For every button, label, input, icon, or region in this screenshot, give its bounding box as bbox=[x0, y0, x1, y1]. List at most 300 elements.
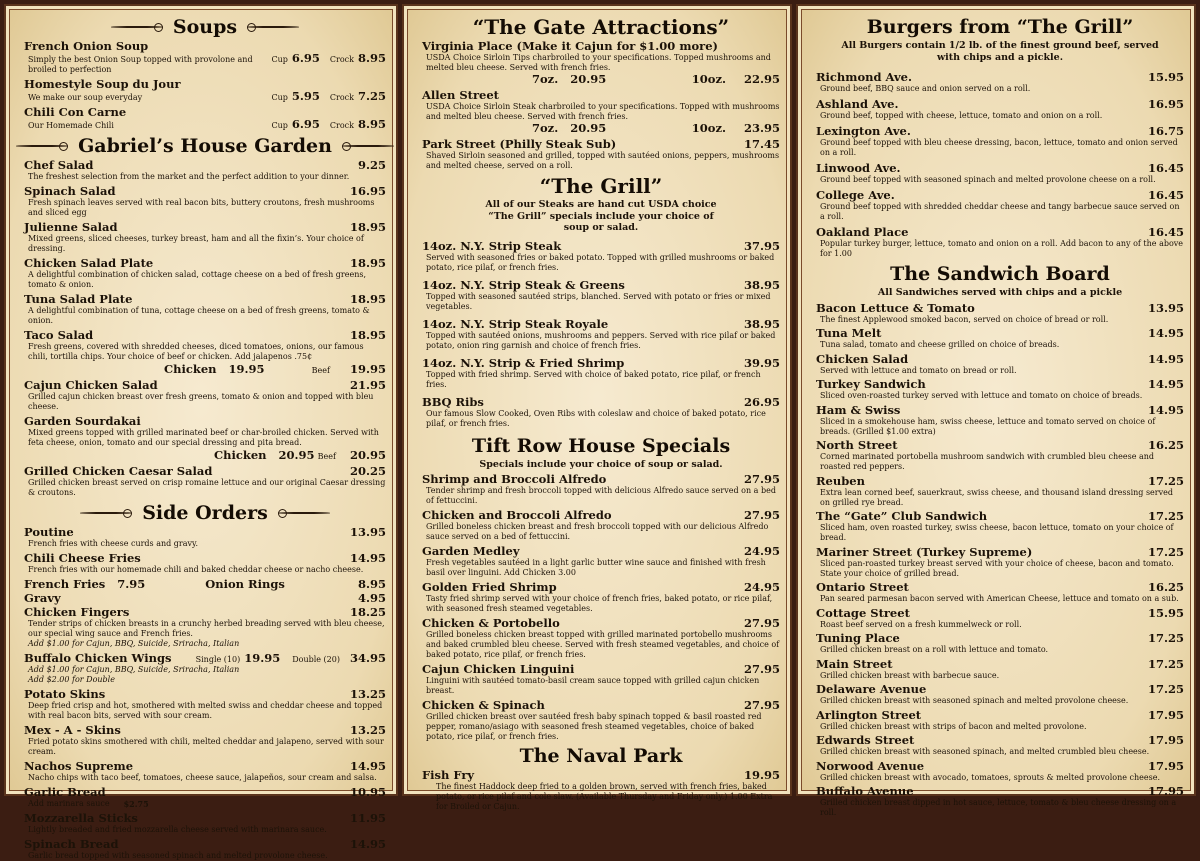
item-row bbox=[422, 357, 780, 370]
item-price: 17.25 bbox=[1147, 682, 1184, 696]
item-description: Fresh vegetables sautéed in a light garlic butter wine sauce and finished with fresh basil over linguini. Add Chicken 3.00 bbox=[426, 558, 766, 577]
item-description: French fries with cheese curds and gravy. bbox=[28, 539, 199, 548]
item-name: Grilled Chicken Caesar Salad bbox=[24, 464, 213, 478]
item-price: 16.95 bbox=[349, 184, 386, 198]
menu-item-chicken-spinach bbox=[422, 699, 780, 742]
item-description: Corned marinated portobella mushroom sandwich with crumbled bleu cheese and roasted red peppers. bbox=[820, 452, 1155, 471]
item-price: 24.95 bbox=[743, 544, 780, 558]
sides-list-3 bbox=[24, 812, 386, 861]
item-description: Garlic bread topped with seasoned spinach and melted provolone cheese. bbox=[28, 851, 328, 860]
item-description: A delightful combination of chicken salad, cottage cheese on a bed of fresh greens, tomato & onion. bbox=[28, 270, 367, 289]
section-title-sandwich-board: The Sandwich Board bbox=[890, 263, 1110, 285]
menu-item-chicken-salad-plate bbox=[24, 257, 386, 290]
item-price: 21.95 bbox=[349, 378, 386, 392]
item-row bbox=[816, 98, 1184, 111]
item-price: 14.95 bbox=[1147, 377, 1184, 391]
menu-item-reuben bbox=[816, 475, 1184, 508]
item-price: 16.25 bbox=[1147, 580, 1184, 594]
item-description: Grilled chicken breast with seasoned spinach and melted provolone cheese. bbox=[820, 696, 1129, 705]
menu-item-chef-salad bbox=[24, 159, 386, 182]
item-row bbox=[816, 607, 1184, 620]
menu-item-golden-fried-shrimp bbox=[422, 581, 780, 614]
item-row bbox=[422, 699, 780, 712]
item-price: 16.45 bbox=[1147, 225, 1184, 239]
item-price: 39.95 bbox=[743, 355, 780, 370]
item-price: 17.95 bbox=[1147, 784, 1184, 798]
menu-item-garden-medley bbox=[422, 545, 780, 578]
item-price: 16.45 bbox=[1147, 161, 1184, 175]
menu-item-chili-cheese-fries bbox=[24, 552, 386, 575]
menu-item-bacon-lettuce-tomato bbox=[816, 302, 1184, 325]
option-label: Cup bbox=[271, 121, 288, 130]
item-description: Roast beef served on a fresh kummelweck or roll. bbox=[820, 619, 1022, 629]
item-name: Chicken & Portobello bbox=[422, 616, 560, 630]
item-description: Ground beef topped with seasoned spinach and melted provolone cheese on a roll. bbox=[820, 175, 1156, 184]
item-price: 14.95 bbox=[1147, 326, 1184, 340]
item-description: We make our soup everyday bbox=[28, 93, 143, 102]
menu-item-ontario-street bbox=[816, 581, 1184, 604]
item-description: French fries with our homemade chili and baked cheddar cheese or nacho cheese. bbox=[28, 565, 364, 574]
item-price: 15.95 bbox=[1147, 70, 1184, 84]
item-price: 27.95 bbox=[743, 472, 780, 486]
item-price: 37.95 bbox=[743, 238, 780, 253]
option-price: 6.95 bbox=[291, 117, 320, 131]
section-subtitle-burgers: All Burgers contain 1/2 lb. of the finest ground beef, served with chips and a pickle. bbox=[841, 40, 1159, 63]
item-row bbox=[422, 617, 780, 630]
menu-item-allen-street: Allen Street USDA Choice Sirloin Steak charbroiled to your specifications. Topped with mushrooms and melted bleu cheese. Served with french fries. 7oz. 20.95 10oz. 23.95 bbox=[422, 88, 780, 135]
item-description: Fresh greens, covered with shredded cheeses, diced tomatoes, onions, our famous chili, tortilla chips. Your choice of beef or chicken. Add jalapenos .75¢ bbox=[28, 342, 364, 361]
item-name: Homestyle Soup du Jour bbox=[24, 77, 181, 91]
item-name: Mariner Street (Turkey Supreme) bbox=[816, 544, 1033, 559]
item-price: 27.95 bbox=[743, 508, 780, 522]
item-row bbox=[816, 71, 1184, 84]
menu-item-chicken-fingers: Chicken Fingers 18.25 Tender strips of chicken breasts in a crunchy herbed breading served with bleu cheese, our special wing sauce and French fries. Add $1.00 for Cajun, BBQ, Suicide, Sriracha, Italian bbox=[24, 605, 386, 648]
item-description: Popular turkey burger, lettuce, tomato and onion on a roll. Add bacon to any of the above for 1.00 bbox=[820, 239, 1184, 258]
option-label: Crock bbox=[329, 55, 354, 64]
item-row bbox=[24, 552, 386, 565]
item-price: 9.25 bbox=[357, 158, 386, 172]
item-price: 14.95 bbox=[349, 759, 386, 773]
item-price: 14.95 bbox=[1147, 351, 1184, 366]
item-row bbox=[816, 658, 1184, 671]
item-name: Lexington Ave. bbox=[816, 124, 911, 138]
section-title-the-grill: “The Grill” bbox=[539, 174, 663, 198]
item-desc-row bbox=[24, 89, 386, 103]
menu-column-middle bbox=[402, 4, 792, 811]
item-price: 13.95 bbox=[349, 525, 386, 539]
menu-item-taco-salad: Taco Salad 18.95 Fresh greens, covered with shredded cheeses, diced tomatoes, onions, our famous chili, tortilla chips. Your choice of beef or chicken. Add jalapenos .75¢ Chicken 19.95 Beef 19.95 bbox=[24, 328, 386, 376]
burgers-list bbox=[816, 71, 1184, 259]
menu-item-ham-swiss bbox=[816, 404, 1184, 437]
item-row bbox=[24, 257, 386, 270]
menu-item-14oz-n-y-strip-fried-shrimp bbox=[422, 357, 780, 390]
item-row bbox=[24, 812, 386, 825]
item-description: Mixed greens, sliced cheeses, turkey breast, ham and all the fixin’s. Your choice of dressing. bbox=[28, 234, 364, 253]
item-row bbox=[422, 545, 780, 558]
item-name: Chicken and Broccoli Alfredo bbox=[422, 508, 612, 522]
item-price: 14.95 bbox=[1147, 402, 1184, 417]
item-name: Shrimp and Broccoli Alfredo bbox=[422, 472, 607, 486]
menu-item-arlington-street bbox=[816, 709, 1184, 732]
menu-item-tuna-melt bbox=[816, 327, 1184, 350]
menu-item-french-onion-soup bbox=[24, 40, 386, 75]
item-name: Spinach Salad bbox=[24, 184, 116, 198]
grill-list bbox=[422, 240, 780, 429]
item-description: The finest Applewood smoked bacon, served on choice of bread or roll. bbox=[820, 314, 1109, 324]
item-row bbox=[422, 318, 780, 331]
item-price: 17.25 bbox=[1147, 509, 1184, 523]
menu-item-the-gate-club-sandwich bbox=[816, 510, 1184, 543]
item-name: Golden Fried Shrimp bbox=[422, 580, 557, 594]
menu-item-poutine bbox=[24, 526, 386, 549]
item-name: Main Street bbox=[816, 656, 893, 671]
section-title-tift-row: Tift Row House Specials bbox=[471, 434, 731, 457]
menu-item-caesar-salad bbox=[24, 465, 386, 498]
item-description: Grilled chicken breast on a roll with lettuce and tomato. bbox=[820, 645, 1049, 654]
item-description: Grilled chicken breast with avocado, tomatoes, sprouts & melted provolone cheese. bbox=[820, 772, 1161, 782]
menu-item-cajun-chicken-linguini bbox=[422, 663, 780, 696]
item-description: Ground beef topped with shredded cheddar cheese and tangy barbecue sauce served on a roll. bbox=[820, 202, 1180, 221]
item-row bbox=[24, 159, 386, 172]
option-price: 7.25 bbox=[357, 89, 386, 103]
item-name: The “Gate” Club Sandwich bbox=[816, 509, 988, 523]
item-options bbox=[261, 51, 386, 65]
item-name: 14oz. N.Y. Strip & Fried Shrimp bbox=[422, 355, 625, 370]
item-name: Ham & Swiss bbox=[816, 402, 901, 417]
item-price: 17.95 bbox=[1147, 733, 1184, 747]
item-desc-row bbox=[24, 117, 386, 131]
menu-item-turkey-sandwich bbox=[816, 378, 1184, 401]
flourish-right-icon bbox=[340, 141, 396, 151]
item-row bbox=[422, 240, 780, 253]
option-price: 8.95 bbox=[357, 51, 386, 65]
menu-item-ashland-ave bbox=[816, 98, 1184, 121]
item-description: Topped with sautéed onions, mushrooms and peppers. Served with rice pilaf or baked potato, onion ring garnish and choice of french fries. bbox=[426, 330, 776, 350]
item-row bbox=[24, 688, 386, 701]
menu-item-fish-fry: Fish Fry 19.95 The finest Haddock deep fried to a golden brown, served with french fries, baked potato, or rice pilaf and cole slaw. (Available Thursday and Friday only.) 1.00 Extra for Broiled or Cajun. bbox=[422, 768, 780, 811]
item-price: 16.45 bbox=[1147, 188, 1184, 202]
item-row bbox=[816, 439, 1184, 452]
item-name: Chili Con Carne bbox=[24, 105, 127, 119]
section-title-sides: Side Orders bbox=[24, 502, 386, 524]
item-price: 38.95 bbox=[743, 277, 780, 292]
item-price: 27.95 bbox=[743, 662, 780, 676]
item-name: BBQ Ribs bbox=[422, 394, 484, 409]
item-row bbox=[816, 734, 1184, 747]
item-name: Chili Cheese Fries bbox=[24, 551, 141, 565]
menu-item-lexington-ave bbox=[816, 125, 1184, 158]
item-name: College Ave. bbox=[816, 188, 895, 202]
option-price: 6.95 bbox=[291, 51, 320, 65]
item-name: Ashland Ave. bbox=[816, 97, 899, 111]
menu-item-virginia-place: Virginia Place (Make it Cajun for $1.00 more) USDA Choice Sirloin Tips charbroiled to your specifications. Topped mushrooms and melted bleu cheese. Served with french fries. 7oz. 20.95 10oz. 22.95 bbox=[422, 39, 780, 86]
item-price: 27.95 bbox=[743, 616, 780, 630]
option-label: Cup bbox=[271, 55, 288, 64]
menu-item-main-street bbox=[816, 658, 1184, 681]
item-price: 17.25 bbox=[1147, 473, 1184, 488]
item-description: Our famous Slow Cooked, Oven Ribs with coleslaw and choice of baked potato, rice pilaf, or french fries. bbox=[426, 408, 766, 428]
option-label: Crock bbox=[329, 93, 354, 102]
item-price: 17.25 bbox=[1147, 631, 1184, 645]
menu-item-14oz-n-y-strip-steak-greens bbox=[422, 279, 780, 312]
menu-item-homestyle-soup-du-jour bbox=[24, 78, 386, 103]
item-price: 18.95 bbox=[349, 220, 386, 234]
menu-item-bbq-ribs bbox=[422, 396, 780, 429]
item-description: Ground beef, BBQ sauce and onion served on a roll. bbox=[820, 84, 1031, 93]
item-row bbox=[816, 378, 1184, 391]
menu-column-right bbox=[796, 4, 1196, 817]
item-description: Served with lettuce and tomato on bread or roll. bbox=[820, 365, 1017, 375]
sandwich-list bbox=[816, 302, 1184, 819]
menu-item-spinach-salad bbox=[24, 185, 386, 218]
item-name: North Street bbox=[816, 438, 898, 452]
item-name: Julienne Salad bbox=[24, 220, 118, 234]
item-name: Delaware Avenue bbox=[816, 682, 927, 696]
item-description: Tasty fried shrimp served with your choice of french fries, baked potato, or rice pilaf, with seasoned fresh steamed vegetables. bbox=[426, 594, 773, 613]
item-price: 20.25 bbox=[349, 464, 386, 478]
item-price: 16.75 bbox=[1147, 124, 1184, 138]
item-options bbox=[261, 117, 386, 131]
menu-item-norwood-avenue bbox=[816, 760, 1184, 783]
item-row bbox=[816, 683, 1184, 696]
item-price: 27.95 bbox=[743, 698, 780, 712]
item-row bbox=[816, 510, 1184, 523]
item-row bbox=[816, 302, 1184, 315]
section-title-gate-attractions: “The Gate Attractions” bbox=[472, 15, 730, 39]
item-name: Chicken Salad bbox=[816, 351, 909, 366]
item-name: Linwood Ave. bbox=[816, 161, 901, 175]
item-description: Ground beef, topped with cheese, lettuce, tomato and onion on a roll. bbox=[820, 111, 1103, 120]
item-name: Nachos Supreme bbox=[24, 759, 134, 773]
item-description: Tuna salad, tomato and cheese grilled on choice of breads. bbox=[820, 340, 1060, 349]
option-label: Crock bbox=[329, 121, 354, 130]
menu-item-garden-sourdakai: Garden Sourdakai Mixed greens topped with grilled marinated beef or char-broiled chicken. Served with feta cheese, onion, tomato and our special dressing and pita bread. Chicken 20.95 Beef 20.95 bbox=[24, 414, 386, 462]
menu-item-chicken-and-broccoli-alfredo bbox=[422, 509, 780, 542]
item-description: Simply the best Onion Soup topped with provolone and broiled to perfection bbox=[28, 55, 253, 74]
menu-item-cajun-chicken-salad bbox=[24, 379, 386, 412]
item-name: Turkey Sandwich bbox=[816, 377, 926, 391]
item-description: Grilled cajun chicken breast over fresh greens, tomato & onion and topped with bleu cheese. bbox=[28, 392, 374, 411]
item-options bbox=[261, 89, 386, 103]
section-subtitle-tift-row: Specials include your choice of soup or salad. bbox=[479, 458, 723, 470]
item-price: 15.95 bbox=[1147, 605, 1184, 620]
option-cup bbox=[271, 117, 319, 131]
item-name: Tuning Place bbox=[816, 631, 900, 645]
item-row bbox=[816, 226, 1184, 239]
item-description: Served with seasoned fries or baked potato. Topped with grilled mushrooms or baked potato, rice pilaf, or french fries. bbox=[426, 252, 775, 272]
item-name: Mozzarella Sticks bbox=[24, 811, 138, 825]
menu-item-julienne-salad bbox=[24, 221, 386, 254]
item-description: Topped with fried shrimp. Served with choice of baked potato, rice pilaf, or french fries. bbox=[426, 369, 761, 389]
item-row bbox=[24, 838, 386, 851]
menu-item-buffalo-avenue bbox=[816, 785, 1184, 818]
item-name: Chef Salad bbox=[24, 158, 94, 172]
menu-item-shrimp-and-broccoli-alfredo bbox=[422, 473, 780, 506]
item-row bbox=[816, 709, 1184, 722]
option-crock bbox=[330, 89, 386, 103]
item-name: 14oz. N.Y. Strip Steak Royale bbox=[422, 316, 609, 331]
flourish-left-icon bbox=[14, 141, 70, 151]
item-description: Ground beef topped with bleu cheese dressing, bacon, lettuce, tomato and onion served on a roll. bbox=[820, 138, 1178, 157]
menu-item-nachos-supreme bbox=[24, 760, 386, 783]
item-description: Lightly breaded and fried mozzarella cheese served with marinara sauce. bbox=[28, 825, 327, 834]
option-cup bbox=[271, 89, 319, 103]
item-price: 17.25 bbox=[1147, 656, 1184, 671]
menu-item-oakland-place bbox=[816, 226, 1184, 259]
item-description: Grilled chicken breast with strips of bacon and melted provolone. bbox=[820, 721, 1087, 731]
item-name: Chicken & Spinach bbox=[422, 698, 545, 712]
option-crock bbox=[330, 51, 386, 65]
item-description: Deep fried crisp and hot, smothered with melted swiss and cheddar cheese and topped with real bacon bits, served with sour cream. bbox=[28, 701, 383, 720]
item-price: 38.95 bbox=[743, 316, 780, 331]
menu-item-tuna-salad-plate bbox=[24, 293, 386, 326]
section-subtitle-grill: All of our Steaks are hand cut USDA choice “The Grill” specials include your choice of soup or salad. bbox=[485, 199, 717, 233]
item-name: Oakland Place bbox=[816, 225, 909, 239]
item-row bbox=[24, 221, 386, 234]
item-name: Reuben bbox=[816, 473, 865, 488]
item-price: 18.95 bbox=[349, 292, 386, 306]
section-title-soups: Soups bbox=[24, 16, 386, 38]
section-title-naval-park: The Naval Park bbox=[519, 745, 683, 767]
option-price: 8.95 bbox=[357, 117, 386, 131]
soups-list bbox=[24, 40, 386, 131]
item-description: Grilled chicken breast served on crisp romaine lettuce and our original Caesar dressing & croutons. bbox=[28, 478, 386, 497]
item-description: Tender shrimp and fresh broccoli topped with delicious Alfredo sauce served on a bed of fettuccini. bbox=[426, 486, 776, 505]
item-row bbox=[816, 327, 1184, 340]
item-description: Topped with seasoned sautéed strips, blanched. Served with potato or fries or mixed vegetables. bbox=[426, 291, 771, 311]
item-row bbox=[422, 279, 780, 292]
menu-item-mariner-street-turkey-supreme bbox=[816, 546, 1184, 579]
garden-list bbox=[24, 159, 386, 326]
item-row bbox=[816, 760, 1184, 773]
item-price: 17.95 bbox=[1147, 707, 1184, 722]
item-description: A delightful combination of tuna, cottage cheese on a bed of fresh greens, tomato & onion. bbox=[28, 306, 370, 325]
menu-item-edwards-street bbox=[816, 734, 1184, 757]
item-price: 16.25 bbox=[1147, 438, 1184, 452]
item-row bbox=[24, 185, 386, 198]
menu-item-potato-skins bbox=[24, 688, 386, 721]
item-description: Grilled boneless chicken breast topped with grilled marinated portobello mushrooms and baked crumbled bleu cheese. Served with fresh steamed vegetables, and choice of baked potato, rice pilaf, or french fries. bbox=[426, 630, 780, 659]
item-description: Fried potato skins smothered with chili, melted cheddar and jalapeno, served with sour cream. bbox=[28, 737, 384, 756]
item-description: Grilled chicken breast dipped in hot sauce, lettuce, tomato & bleu cheese dressing on a roll. bbox=[820, 798, 1177, 817]
item-row bbox=[816, 404, 1184, 417]
item-row bbox=[816, 162, 1184, 175]
menu-item-park-street: Park Street (Philly Steak Sub) 17.45 Shaved Sirloin seasoned and grilled, topped with sautéed onions, peppers, mushrooms and melted cheese, served on a roll. bbox=[422, 137, 780, 170]
item-name: French Onion Soup bbox=[24, 39, 149, 53]
menu-column-left bbox=[4, 4, 398, 860]
item-description: Grilled boneless chicken breast and fresh broccoli topped with our delicious Alfredo sauce served on a bed of fettuccini. bbox=[426, 522, 769, 541]
item-description: Extra lean corned beef, sauerkraut, swiss cheese, and thousand island dressing served on grilled rye bread. bbox=[820, 487, 1173, 507]
item-name: Arlington Street bbox=[816, 707, 922, 722]
item-name: Mex - A - Skins bbox=[24, 723, 121, 737]
menu-item-chicken-salad bbox=[816, 353, 1184, 376]
menu-item-chicken-portobello bbox=[422, 617, 780, 660]
item-row bbox=[816, 546, 1184, 559]
section-title-garden: Gabriel’s House Garden bbox=[24, 135, 386, 157]
menu-item-north-street bbox=[816, 439, 1184, 472]
item-description: Pan seared parmesan bacon served with American Cheese, lettuce and tomato on a sub. bbox=[820, 594, 1179, 603]
menu-item-delaware-avenue bbox=[816, 683, 1184, 706]
item-price: 13.95 bbox=[1147, 300, 1184, 315]
item-name: Garden Medley bbox=[422, 544, 520, 558]
item-price: 26.95 bbox=[743, 394, 780, 409]
section-title-burgers: Burgers from “The Grill” bbox=[866, 16, 1134, 38]
item-row bbox=[422, 663, 780, 676]
flourish-left-icon bbox=[109, 22, 165, 32]
item-row bbox=[816, 632, 1184, 645]
item-price: 13.25 bbox=[349, 687, 386, 701]
item-row bbox=[422, 396, 780, 409]
item-name: Ontario Street bbox=[816, 580, 909, 594]
menu-item-linwood-ave bbox=[816, 162, 1184, 185]
option-crock bbox=[330, 117, 386, 131]
item-name: Cottage Street bbox=[816, 605, 910, 620]
item-row bbox=[816, 475, 1184, 488]
item-desc-row bbox=[24, 51, 386, 75]
menu-item-spinach-bread bbox=[24, 838, 386, 861]
item-name: 14oz. N.Y. Strip Steak bbox=[422, 238, 562, 253]
menu-item-richmond-ave bbox=[816, 71, 1184, 94]
item-row bbox=[24, 760, 386, 773]
menu-item-gravy: Gravy 4.95 bbox=[24, 591, 386, 605]
item-price: 14.95 bbox=[349, 837, 386, 851]
item-row bbox=[24, 724, 386, 737]
item-name: Tuna Salad Plate bbox=[24, 292, 133, 306]
item-description: Sliced ham, oven roasted turkey, swiss cheese, bacon lettuce, tomato on your choice of bread. bbox=[820, 523, 1174, 542]
option-label: Cup bbox=[271, 93, 288, 102]
item-row bbox=[816, 353, 1184, 366]
item-description: Sliced pan-roasted turkey breast served with your choice of cheese, bacon and tomato. State your choice of grilled bread. bbox=[820, 558, 1174, 578]
menu-item-14oz-n-y-strip-steak bbox=[422, 240, 780, 273]
item-name: Spinach Bread bbox=[24, 837, 119, 851]
menu-item-buffalo-wings: Buffalo Chicken Wings Single (10) 19.95 Double (20) 34.95 Add $1.00 for Cajun, BBQ, Suicide, Sriracha, Italian Add $2.00 for Double bbox=[24, 651, 386, 684]
flourish-left-icon bbox=[78, 508, 134, 518]
item-row bbox=[422, 509, 780, 522]
item-price: 18.95 bbox=[349, 328, 386, 342]
menu-item-college-ave bbox=[816, 189, 1184, 222]
flourish-right-icon bbox=[276, 508, 332, 518]
item-description: The freshest selection from the market and the perfect addition to your dinner. bbox=[28, 172, 350, 181]
item-description: Sliced oven-roasted turkey served with lettuce and tomato on choice of breads. bbox=[820, 391, 1143, 400]
item-name: Cajun Chicken Salad bbox=[24, 378, 158, 392]
menu-item-garlic-bread: Garlic Bread 10.95 Add marinara sauce $2.75 bbox=[24, 785, 386, 809]
item-name: Chicken Salad Plate bbox=[24, 256, 154, 270]
item-row bbox=[816, 785, 1184, 798]
menu-item-chili-con-carne bbox=[24, 106, 386, 131]
item-name: Norwood Avenue bbox=[816, 758, 925, 773]
item-description: Nacho chips with taco beef, tomatoes, cheese sauce, jalapeños, sour cream and salsa. bbox=[28, 773, 377, 782]
item-description: Mixed greens topped with grilled marinated beef or char-broiled chicken. Served with feta cheese, onion, tomato and our special dressing and pita bread. bbox=[28, 428, 379, 447]
sides-list bbox=[24, 526, 386, 575]
option-cup bbox=[271, 51, 319, 65]
menu-item-mozzarella-sticks bbox=[24, 812, 386, 835]
item-price: 16.95 bbox=[1147, 97, 1184, 111]
item-row bbox=[816, 581, 1184, 594]
item-name: Richmond Ave. bbox=[816, 70, 912, 84]
item-description: Linguini with sautéed tomato-basil cream sauce topped with grilled cajun chicken breast. bbox=[426, 676, 760, 695]
section-subtitle-sandwich-board: All Sandwiches served with chips and a pickle bbox=[877, 287, 1123, 298]
item-name: Taco Salad bbox=[24, 328, 94, 342]
sides-list-2 bbox=[24, 688, 386, 783]
menu-item-mex-a-skins bbox=[24, 724, 386, 757]
item-name: Tuna Melt bbox=[816, 326, 882, 340]
item-row bbox=[422, 473, 780, 486]
item-name: Bacon Lettuce & Tomato bbox=[816, 300, 975, 315]
item-name: Garden Sourdakai bbox=[24, 414, 141, 428]
item-description: Sliced in a smokehouse ham, swiss cheese, lettuce and tomato served on choice of breads. (Grilled $1.00 extra) bbox=[820, 416, 1156, 436]
item-name: Buffalo Avenue bbox=[816, 784, 914, 798]
menu-item-tuning-place bbox=[816, 632, 1184, 655]
